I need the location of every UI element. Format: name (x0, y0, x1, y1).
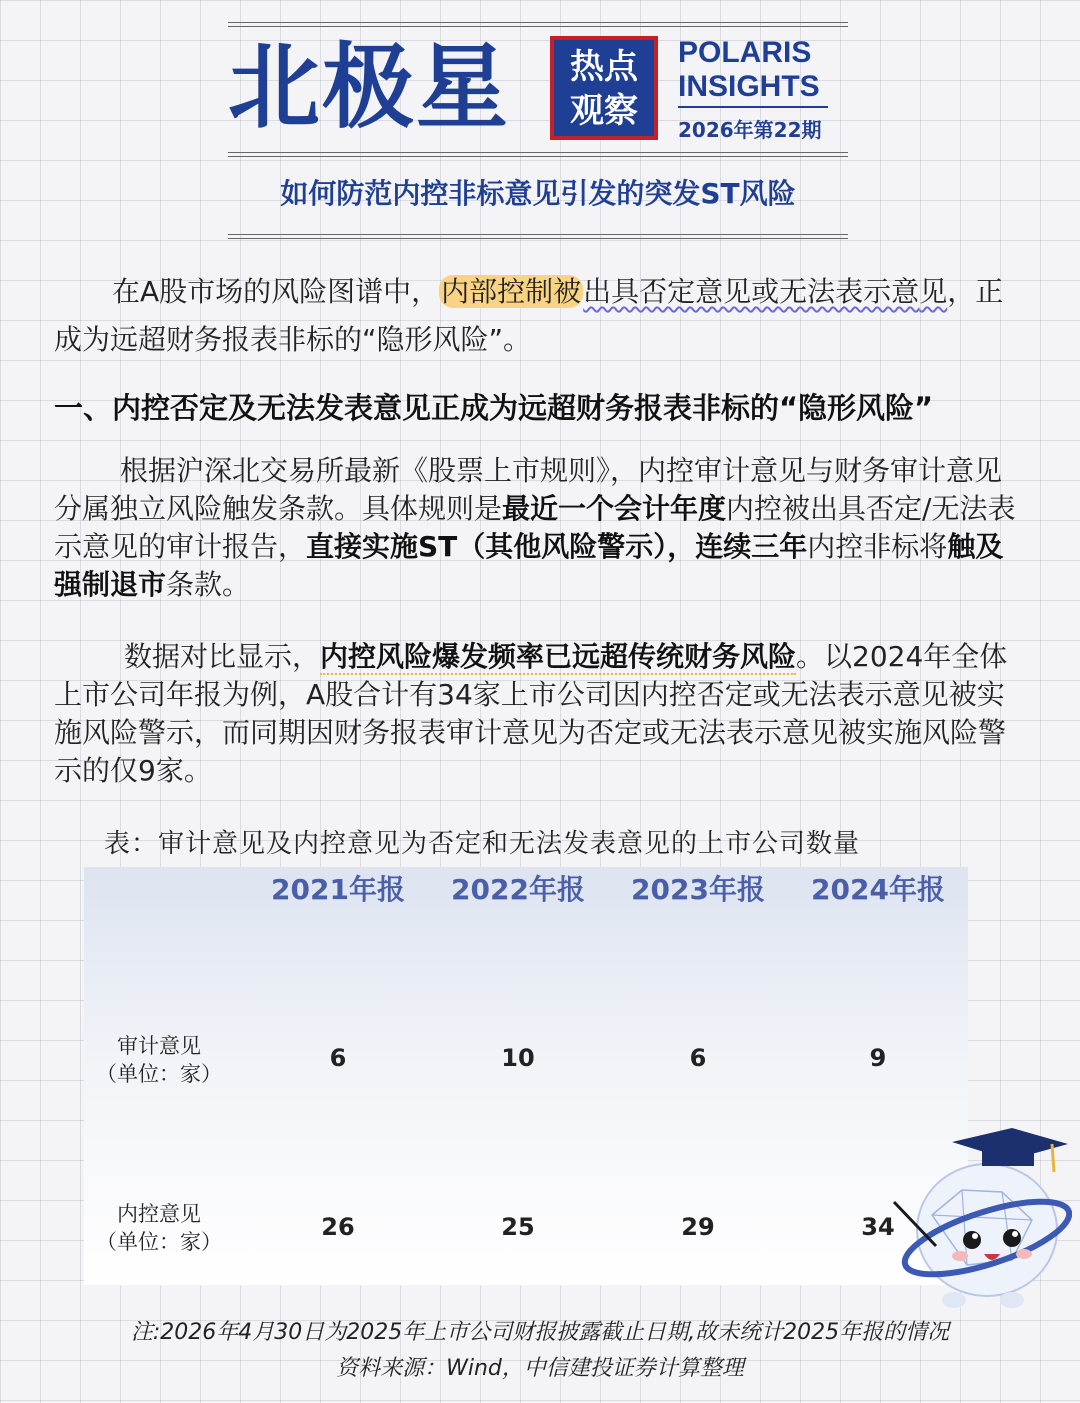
mascot-icon (892, 1120, 1072, 1310)
column-header-2023: 2023年报 (631, 873, 765, 906)
page-subtitle: 如何防范内控非标意见引发的突发ST风险 (280, 177, 796, 210)
header-rule-top-2 (228, 26, 848, 27)
intro-text-a: 在A股市场的风险图谱中， (112, 275, 440, 308)
brand-title: 北极星 (228, 34, 511, 141)
header-rule-bottom (228, 234, 848, 235)
rules-bold-b: 直接实施ST（其他风险警示），连续三年 (306, 530, 808, 563)
intro-underlined-b: 见 (919, 275, 948, 308)
data-paragraph (54, 638, 1028, 790)
badge-line-1: 热点 (570, 47, 638, 87)
column-header-2024: 2024年报 (811, 873, 945, 906)
rules-bold-a: 最近一个会计年度 (502, 492, 727, 525)
intro-paragraph (54, 268, 1028, 364)
header-rule-mid-2 (228, 156, 848, 157)
table-cell: 26 (321, 1213, 355, 1241)
header-rule-top (228, 22, 848, 23)
rules-text-b: 内控被出具否定/无法表示意见的审计报告， (54, 492, 1016, 563)
data-text-a: 数据对比显示， (124, 640, 321, 673)
brand-en-line-2: INSIGHTS (678, 70, 820, 103)
row-label-unit: （单位：家） (96, 1230, 222, 1254)
row-label-main: 内控意见 (117, 1202, 201, 1226)
table-cell: 10 (501, 1044, 535, 1072)
section-heading: 一、内控否定及无法发表意见正成为远超财务报表非标的“隐形风险” (54, 391, 934, 425)
intro-text-b: ，正成为远超财务报表非标的“隐形风险”。 (54, 275, 1004, 356)
column-header-2021: 2021年报 (271, 873, 405, 906)
row-label-audit-opinion (84, 1032, 234, 1088)
rules-paragraph (54, 452, 1028, 604)
table-cell: 25 (501, 1213, 535, 1241)
brand-en-line-1: POLARIS (678, 36, 812, 69)
brand-english (678, 36, 828, 104)
table-cell: 6 (689, 1044, 707, 1072)
rules-bold-c: 触及强制退市 (54, 530, 1004, 601)
footnote-note: 注:2026年4月30日为2025年上市公司财报披露截止日期,故未统计2025年报的情况 (130, 1320, 950, 1345)
issue-number: 2026年第22期 (678, 118, 822, 142)
rules-text-d: 条款。 (166, 568, 251, 601)
issue-rule (678, 106, 828, 108)
row-label-unit: （单位：家） (96, 1062, 222, 1086)
intro-highlight: 内部控制被 (441, 275, 582, 308)
table-cell: 9 (869, 1044, 887, 1072)
table-caption: 表：审计意见及内控意见为否定和无法发表意见的上市公司数量 (104, 829, 861, 859)
rules-text-c: 内控非标将 (807, 530, 948, 563)
data-bold-dotted: 内控风险爆发频率已远超传统财务风险 (320, 640, 797, 673)
row-label-main: 审计意见 (117, 1034, 201, 1058)
table-cell: 34 (861, 1213, 895, 1241)
table-cell: 6 (329, 1044, 347, 1072)
hot-topic-badge (550, 36, 658, 140)
badge-line-2: 观察 (570, 91, 638, 131)
intro-underlined-a: 出具否定意见或无法表示意 (583, 275, 920, 308)
column-header-2022: 2022年报 (451, 873, 585, 906)
header-rule-bottom-2 (228, 238, 848, 239)
row-label-internal-control (84, 1200, 234, 1256)
data-text-b: 。以2024年全体上市公司年报为例，A股合计有34家上市公司因内控否定或无法表示意见被实施风险警示，而同期因财务报表审计意见为否定或无法表示意见被实施风险警示的仅9家。 (54, 640, 1008, 787)
footnote-source: 资料来源：Wind，中信建投证券计算整理 (336, 1356, 744, 1381)
header-rule-mid (228, 152, 848, 153)
table-cell: 29 (681, 1213, 715, 1241)
rules-text-a: 根据沪深北交易所最新《股票上市规则》，内控审计意见与财务审计意见分属独立风险触发条款。具体规则是 (54, 454, 1003, 525)
